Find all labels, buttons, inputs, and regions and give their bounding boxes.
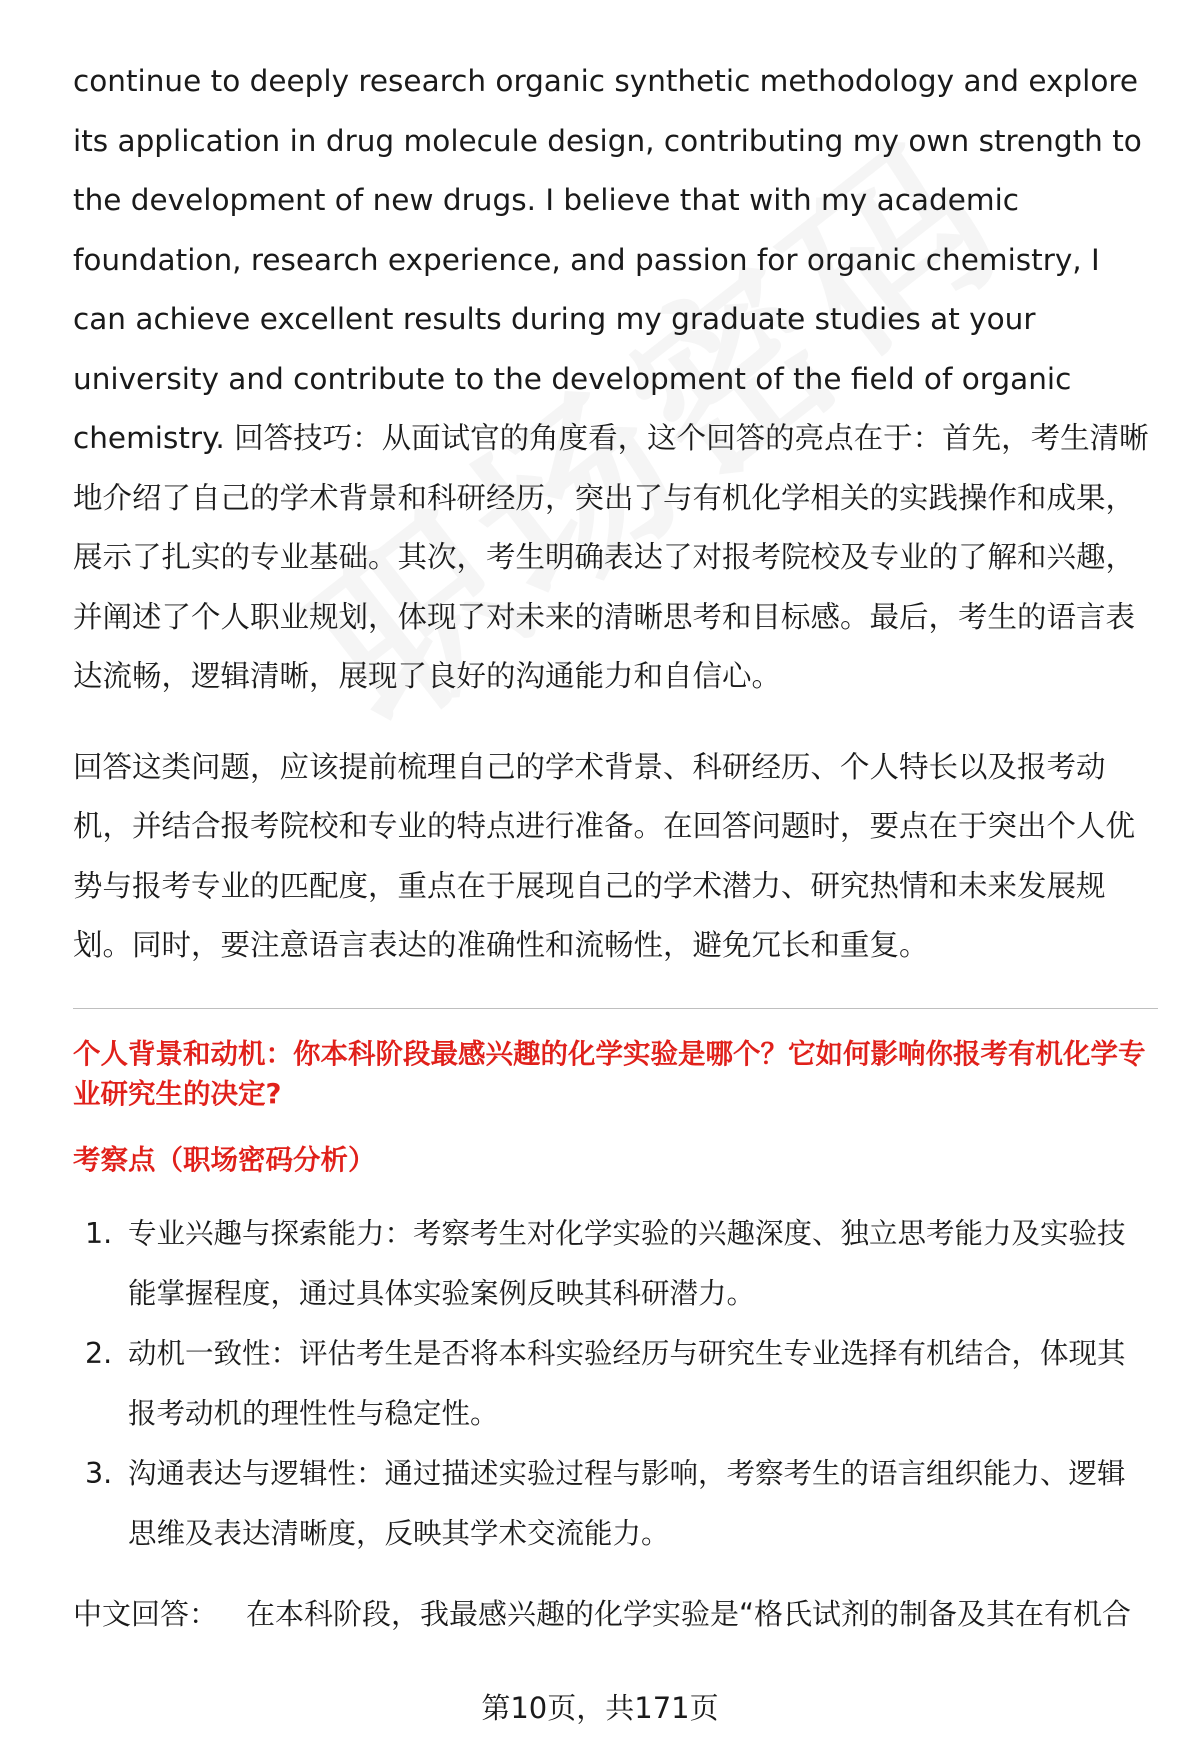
list-item-text: 沟通表达与逻辑性：通过描述实验过程与影响，考察考生的语言组织能力、逻辑思维及表达清晰度，反映其学术交流能力。 [128,1456,1126,1550]
section-divider [73,1008,1158,1009]
analysis-points-list [73,1204,1153,1564]
body-paragraph-2: 回答这类问题，应该提前梳理自己的学术背景、科研经历、个人特长以及报考动机，并结合报考院校和专业的特点进行准备。在回答问题时，要点在于突出个人优势与报考专业的匹配度，重点在于展现自己的学术潜力、研究热情和未来发展规划。同时，要注意语言表达的准确性和流畅性，避免冗长和重复。 [73,749,1136,962]
list-item [73,1444,1153,1564]
list-item [73,1324,1153,1444]
list-item-number: 3. [85,1456,113,1490]
question-heading: 个人背景和动机：你本科阶段最感兴趣的化学实验是哪个？它如何影响你报考有机化学专业研究生的决定? [73,1037,1146,1110]
list-item-text: 动机一致性：评估考生是否将本科实验经历与研究生专业选择有机结合，体现其报考动机的理性性与稳定性。 [128,1336,1126,1430]
answer-line [73,1589,1153,1639]
list-item [73,1204,1153,1324]
analysis-heading: 考察点（职场密码分析） [73,1143,376,1176]
page-footer: 第10页，共171页 [481,1691,719,1725]
answer-label: 中文回答： [73,1596,219,1631]
list-item-number: 2. [85,1336,113,1370]
list-item-text: 专业兴趣与探索能力：考察考生对化学实验的兴趣深度、独立思考能力及实验技能掌握程度，通过具体实验案例反映其科研潜力。 [128,1216,1126,1310]
page-content [73,52,1153,1639]
answer-text: 在本科阶段，我最感兴趣的化学实验是“格氏试剂的制备及其在有机合 [246,1596,1132,1631]
list-item-number: 1. [85,1216,113,1250]
body-paragraph-1: continue to deeply research organic synthetic methodology and explore its application in drug molecule design, contributing my own strength to the development of new drugs. I believe that with my academic foundation, research experience, and passion for organic chemistry, I can achieve excellent results during my graduate studies at your university and contribute to the development of the field of organic chemistry. 回答技巧：从面试官的角度看，这个回答的亮点在于：首先，考生清晰地介绍了自己的学术背景和科研经历，突出了与有机化学相关的实践操作和成果，展示了扎实的专业基础。其次，考生明确表达了对报考院校及专业的了解和兴趣，并阐述了个人职业规划，体现了对未来的清晰思考和目标感。最后，考生的语言表达流畅，逻辑清晰，展现了良好的沟通能力和自信心。 [73,64,1149,693]
